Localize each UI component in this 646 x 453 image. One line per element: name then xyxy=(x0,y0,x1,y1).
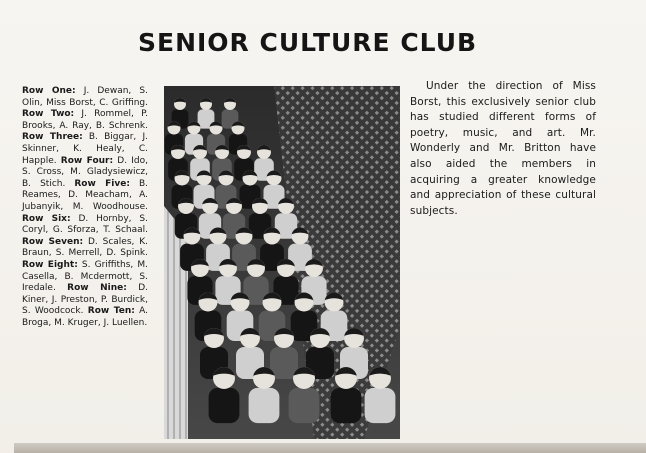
group-photo xyxy=(164,86,400,439)
club-description: Under the direction of Miss Borst, this exclusively senior club has studied different forms of poetry, music, and art. Mr. Wonderly and Mr. Britton have also aided the members in acquiring a greater knowledge and appreciation of these cultural subjects. xyxy=(410,80,596,217)
caption-row-names: D. Ido, S. Cross, M. Gladysiewicz, B. Stich. xyxy=(22,155,148,189)
person-body xyxy=(249,388,280,423)
photo-caption xyxy=(22,86,148,329)
person-body xyxy=(289,388,320,423)
caption-row-label: Row Eight: xyxy=(22,259,78,270)
page-edge-shadow xyxy=(14,443,646,453)
caption-row-label: Row One: xyxy=(22,86,76,96)
caption-row-label: Row Nine: xyxy=(67,283,127,294)
caption-row-names: B. Biggar, J. Skinner, K. Healy, C. Happle. xyxy=(22,132,148,166)
caption-row-label: Row Three: xyxy=(22,132,83,143)
caption-row-names: S. Griffiths, M. Casella, B. Mcdermott, S. Iredale. xyxy=(22,259,148,294)
caption-row-label: Row Ten: xyxy=(87,306,135,317)
caption-row-label: Row Five: xyxy=(74,178,130,189)
person-body xyxy=(365,388,396,423)
person-body xyxy=(209,388,240,423)
page-title: SENIOR CULTURE CLUB xyxy=(138,28,478,57)
caption-row-names: D. Kiner, J. Preston, P. Burdick, S. Woodcock. xyxy=(22,283,148,317)
caption-row-label: Row Four: xyxy=(60,155,114,166)
person-body xyxy=(331,388,362,423)
caption-row-names: B. Reames, D. Meacham, A. Jubanyik, M. Woodhouse. xyxy=(22,178,148,212)
caption-row-label: Row Two: xyxy=(22,109,75,120)
caption-row-label: Row Seven: xyxy=(22,236,84,247)
caption-row-names: A. Broga, M. Kruger, J. Luellen. xyxy=(22,306,148,328)
caption-row-label: Row Six: xyxy=(22,213,71,224)
caption-row-names: D. Scales, K. Braun, S. Merrell, D. Spink. xyxy=(22,236,149,259)
caption-row-names: J. Dewan, S. Olin, Miss Borst, C. Griffing. xyxy=(22,86,148,108)
caption-row-names: D. Hornby, S. Coryl, G. Sforza, T. Schaal. xyxy=(22,213,148,236)
caption-row-names: J. Rommel, P. Brooks, A. Ray, B. Schrenk. xyxy=(22,109,148,131)
